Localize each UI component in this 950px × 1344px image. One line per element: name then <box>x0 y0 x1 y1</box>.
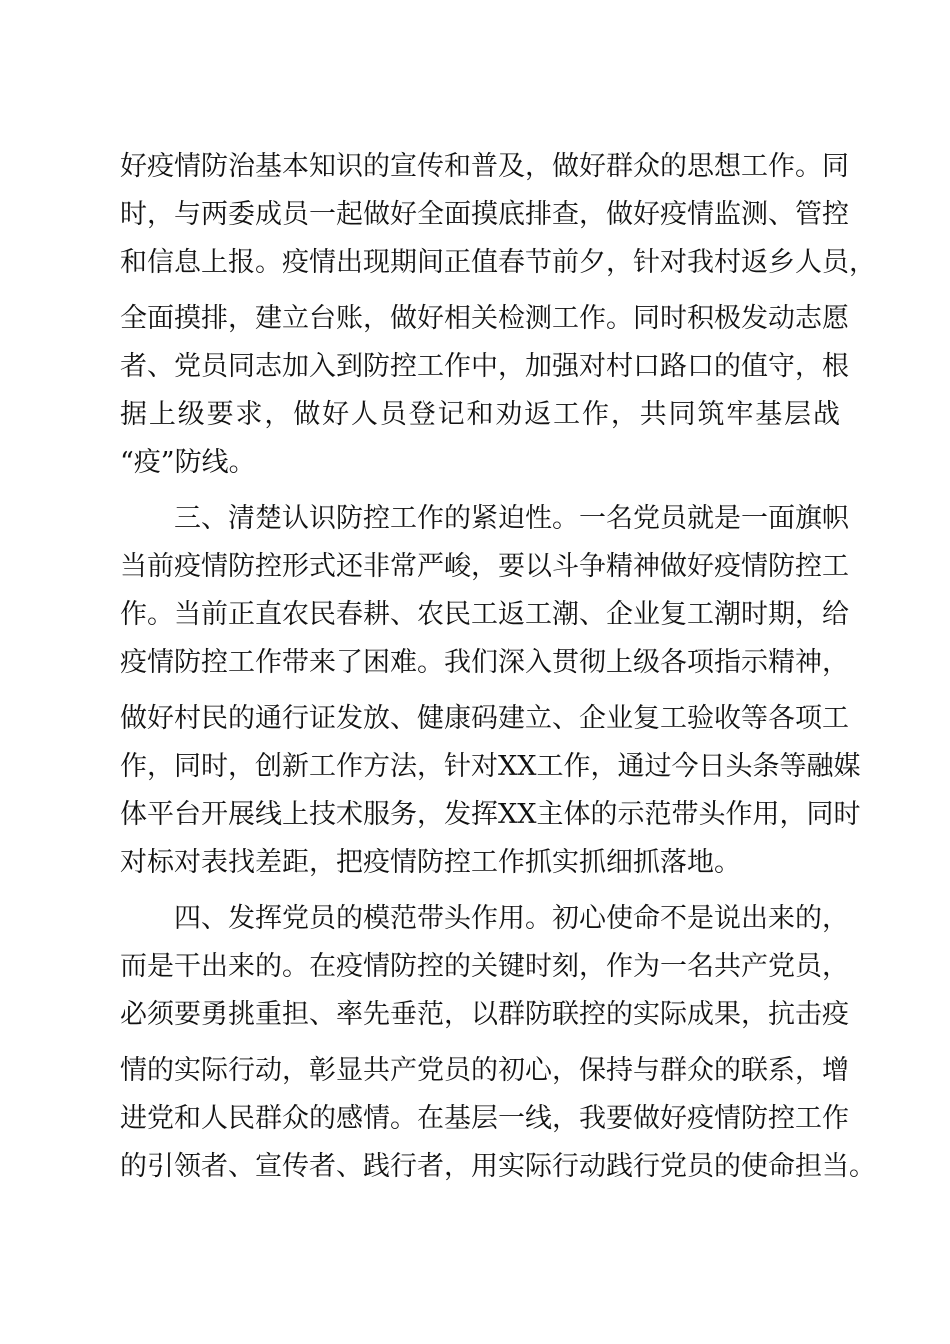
body-text-line: 作，同时，创新工作方法，针对XX工作，通过今日头条等融媒 <box>120 751 861 782</box>
body-text-line: 疫情防控工作带来了困难。我们深入贯彻上级各项指示精神， <box>120 647 849 678</box>
body-text-line: 和信息上报。疫情出现期间正值春节前夕，针对我村返乡人员， <box>120 247 876 278</box>
body-text-line: 的引领者、宣传者、践行者，用实际行动践行党员的使命担当。 <box>120 1151 876 1182</box>
body-text-line: 而是干出来的。在疫情防控的关键时刻，作为一名共产党员， <box>120 951 849 982</box>
section-heading-line: 四、发挥党员的模范带头作用。初心使命不是说出来的， <box>174 903 849 934</box>
body-text-line: 时，与两委成员一起做好全面摸底排查，做好疫情监测、管控 <box>120 199 849 230</box>
body-text-line: 必须要勇挑重担、率先垂范，以群防联控的实际成果，抗击疫 <box>120 999 849 1030</box>
body-text-line: 据上级要求，做好人员登记和劝返工作，共同筑牢基层战 <box>120 399 840 430</box>
body-text-line: 情的实际行动，彰显共产党员的初心，保持与群众的联系，增 <box>120 1055 849 1086</box>
body-text-line: 对标对表找差距，把疫情防控工作抓实抓细抓落地。 <box>120 847 741 878</box>
body-text-line: 者、党员同志加入到防控工作中，加强对村口路口的值守，根 <box>120 351 849 382</box>
body-text-line: 好疫情防治基本知识的宣传和普及，做好群众的思想工作。同 <box>120 151 849 182</box>
body-text-line: 作。当前正直农民春耕、农民工返工潮、企业复工潮时期，给 <box>120 599 849 630</box>
section-heading-line: 三、清楚认识防控工作的紧迫性。一名党员就是一面旗帜 <box>174 503 849 534</box>
body-text-line: 体平台开展线上技术服务，发挥XX主体的示范带头作用，同时 <box>120 799 861 830</box>
body-text-line: 做好村民的通行证发放、健康码建立、企业复工验收等各项工 <box>120 703 849 734</box>
body-text-line: “疫”防线。 <box>120 447 256 478</box>
body-text-line: 当前疫情防控形式还非常严峻，要以斗争精神做好疫情防控工 <box>120 551 849 582</box>
body-text-line: 进党和人民群众的感情。在基层一线，我要做好疫情防控工作 <box>120 1103 849 1134</box>
body-text-line: 全面摸排，建立台账，做好相关检测工作。同时积极发动志愿 <box>120 303 849 334</box>
